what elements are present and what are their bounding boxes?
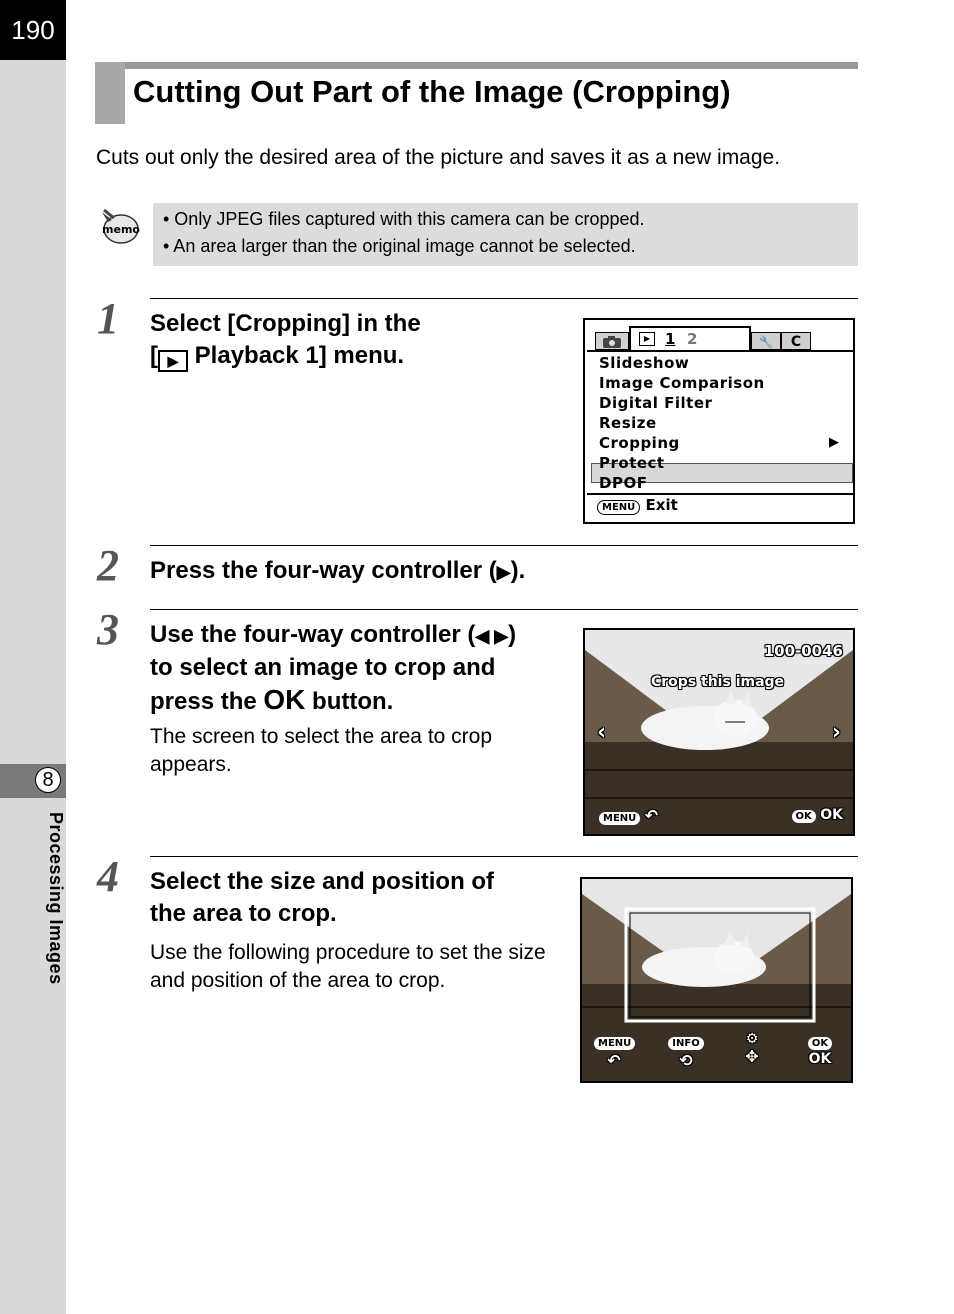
ok-label: OK: [808, 1051, 832, 1067]
playback-icon: ▶: [639, 332, 655, 346]
step-title: [150, 308, 421, 372]
step-divider: [150, 298, 858, 299]
four-way-controller-icon: ✥: [745, 1047, 759, 1066]
menu-item-selected[interactable]: Cropping: [599, 434, 680, 452]
file-number: 100-0046: [763, 642, 843, 660]
step-number: 3: [97, 605, 119, 654]
ok-label: OK: [820, 807, 843, 823]
step-divider: [150, 609, 858, 610]
rotate-icon: ⟲: [679, 1051, 693, 1070]
step-body: Use the following procedure to set the size and position of the area to crop.: [150, 941, 546, 992]
menu-item[interactable]: Protect: [599, 454, 665, 472]
page-title: Cutting Out Part of the Image (Cropping): [133, 74, 731, 109]
back-icon: ↶: [644, 806, 659, 825]
e-dial-icon: ⚙: [745, 1031, 759, 1047]
heading-block: [95, 62, 125, 124]
right-arrow-icon: ▶: [496, 562, 511, 582]
camera-tab-icon: [595, 332, 629, 350]
memo-box: [153, 203, 858, 266]
step-title: [150, 619, 516, 718]
playback-tab: [629, 326, 751, 352]
back-control[interactable]: [599, 806, 658, 826]
wrench-tab-icon: 🔧: [751, 332, 781, 350]
size-position-control[interactable]: [732, 1031, 772, 1066]
menu-button-icon: MENU: [594, 1037, 635, 1050]
previous-image-icon[interactable]: ‹: [597, 720, 607, 745]
step-title-line: [ ▶ Playback 1] menu.: [150, 340, 421, 372]
tab-page-1: 1: [665, 330, 676, 348]
custom-tab: C: [781, 332, 811, 350]
ok-button-icon: OK: [792, 810, 816, 823]
dog-photo: [585, 630, 853, 834]
page-number: 190: [0, 0, 66, 60]
playback-icon: ▶: [158, 350, 188, 372]
step-body: The screen to select the area to crop appears.: [150, 725, 493, 776]
step-divider: [150, 856, 858, 857]
ok-icon: OK: [263, 684, 306, 715]
back-control[interactable]: [594, 1033, 634, 1070]
menu-item[interactable]: Slideshow: [599, 354, 690, 372]
step-title-line: Use the four-way controller (◀ ▶): [150, 621, 517, 648]
step-divider: [150, 545, 858, 546]
step-number: 1: [97, 294, 119, 343]
exit-label: Exit: [645, 496, 678, 514]
menu-button-icon: MENU: [597, 500, 640, 515]
ok-button-icon: OK: [808, 1037, 832, 1050]
heading-bar: [95, 62, 858, 69]
menu-footer: [597, 496, 678, 515]
image-select-screen: [583, 628, 855, 836]
menu-button-icon: MENU: [599, 812, 640, 825]
back-icon: ↶: [607, 1051, 621, 1070]
rotate-control[interactable]: [666, 1033, 706, 1070]
ok-control[interactable]: [792, 806, 843, 824]
ok-control[interactable]: [800, 1033, 840, 1067]
memo-line: • An area larger than the original image cannot be selected.: [163, 236, 636, 256]
memo-icon-label: memo: [102, 223, 140, 236]
chapter-title: Processing Images: [46, 812, 66, 985]
step-title-line: to select an image to crop and: [150, 654, 496, 681]
memo-line: • Only JPEG files captured with this camera can be cropped.: [163, 209, 645, 229]
menu-item[interactable]: Resize: [599, 414, 657, 432]
step-title: Press the four-way controller (▶).: [150, 557, 526, 584]
left-right-arrow-icon: ◀ ▶: [475, 626, 509, 646]
info-button-icon: INFO: [668, 1037, 703, 1050]
crop-caption: Crops this image: [651, 674, 785, 690]
side-strip: [0, 0, 66, 1314]
menu-item[interactable]: DPOF: [599, 474, 648, 492]
menu-item[interactable]: Digital Filter: [599, 394, 713, 412]
step-title-line: press the OK button.: [150, 684, 394, 715]
crop-area-screen: [580, 877, 853, 1083]
step-title-line: Select the size and position of: [150, 868, 495, 895]
submenu-arrow-icon: ▶: [829, 435, 839, 450]
step-title-line: Select [Cropping] in the: [150, 310, 421, 337]
chapter-number: 8: [35, 767, 61, 793]
step-number: 2: [97, 541, 119, 590]
tab-page-2: 2: [687, 330, 698, 348]
step-title-line: the area to crop.: [150, 900, 337, 927]
playback-menu-screen: [583, 318, 855, 524]
intro-text: Cuts out only the desired area of the picture and saves it as a new image.: [96, 146, 781, 169]
memo-icon: [98, 206, 140, 248]
menu-list: [587, 350, 853, 495]
step-number: 4: [97, 852, 119, 901]
menu-item[interactable]: Image Comparison: [599, 374, 765, 392]
step-title: [150, 866, 494, 930]
next-image-icon[interactable]: ›: [831, 720, 841, 745]
